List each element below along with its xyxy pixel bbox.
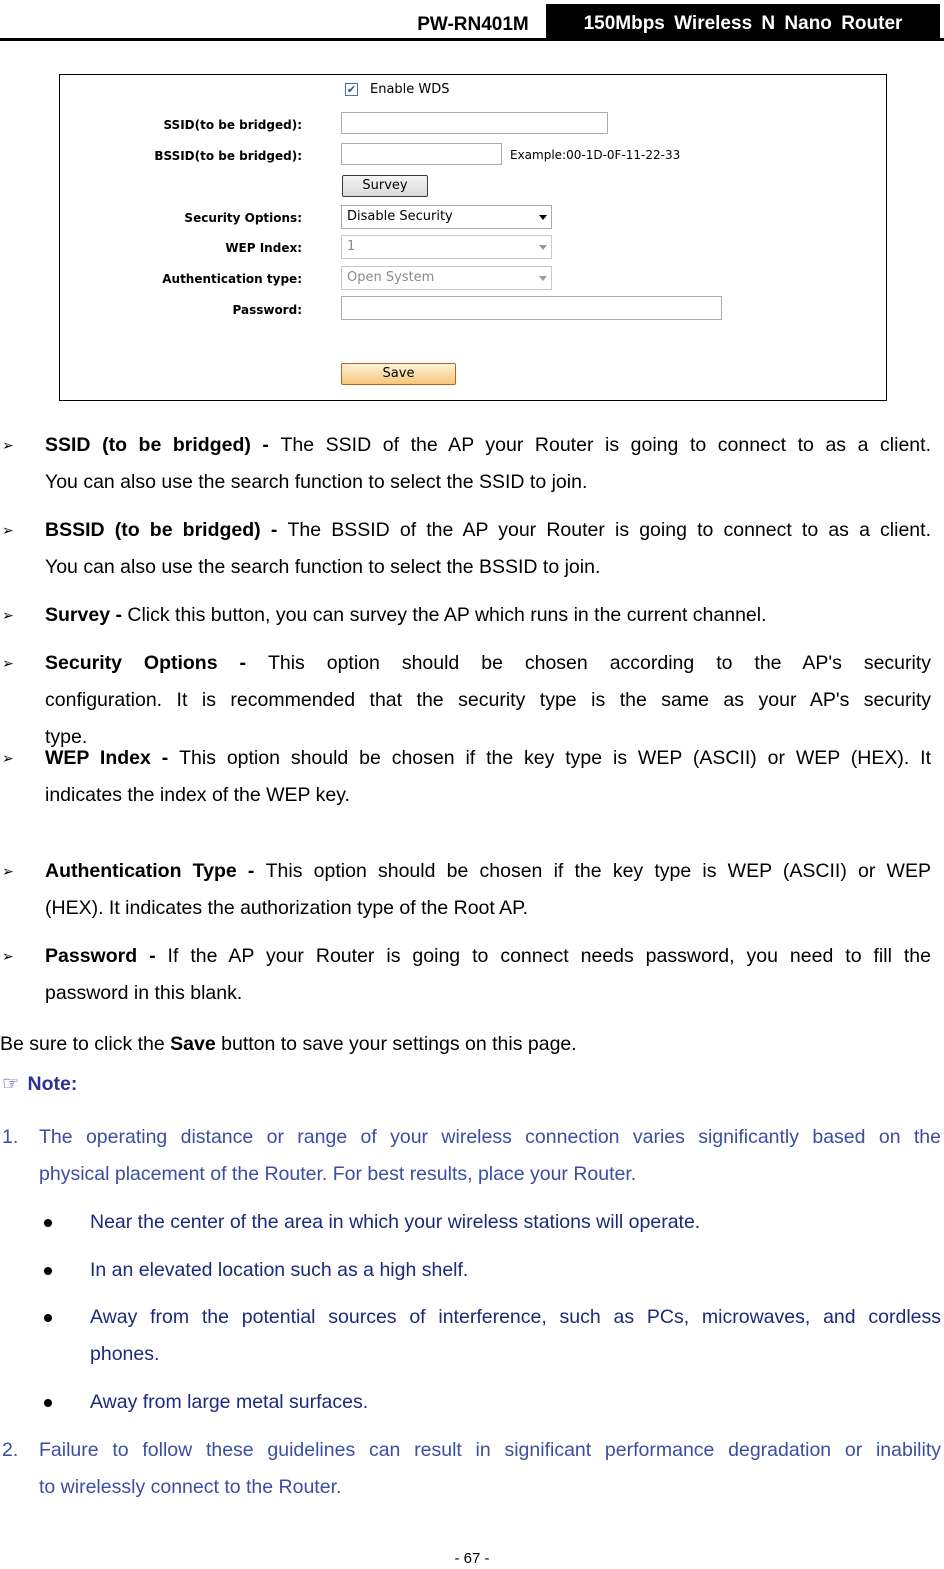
item-term: WEP Index - [45,747,180,769]
arrow-bullet-icon: ➢ [2,750,14,766]
wep-index-label: WEP Index: [225,241,302,255]
pointing-hand-icon: ☞ [2,1073,20,1095]
arrow-bullet-icon: ➢ [2,437,14,453]
bullet-dot-icon [44,1267,52,1275]
item-term: BSSID (to be bridged) - [45,519,288,541]
authentication-type-select[interactable] [341,266,552,290]
ssid-input[interactable] [341,112,608,134]
enable-wds-label: Enable WDS [370,82,450,97]
security-options-label: Security Options: [184,211,302,225]
arrow-bullet-icon: ➢ [2,607,14,623]
dropdown-arrow-icon [539,276,547,281]
ssid-label: SSID(to be bridged): [163,118,302,132]
item-term: Password - [45,945,168,967]
item-term: Authentication Type - [45,860,266,882]
save-button[interactable]: Save [341,363,456,385]
arrow-bullet-icon: ➢ [2,522,14,538]
bssid-input[interactable] [341,143,502,165]
security-options-value: Disable Security [347,209,453,224]
enable-wds-checkbox[interactable]: ✔ [346,83,357,96]
authentication-type-value: Open System [347,270,435,285]
dropdown-arrow-icon [539,245,547,250]
password-input[interactable] [341,296,722,320]
arrow-bullet-icon: ➢ [2,655,14,671]
save-instruction: Be sure to click the Save button to save your settings on this page. [0,1033,577,1055]
authentication-type-label: Authentication type: [162,272,302,286]
bssid-label: BSSID(to be bridged): [154,149,302,163]
wds-settings-screenshot [59,74,887,401]
arrow-bullet-icon: ➢ [2,863,14,879]
document-model: PW-RN401M [417,14,529,35]
item-term: SSID (to be bridged) - [45,434,281,456]
bullet-dot-icon [44,1314,52,1322]
arrow-bullet-icon: ➢ [2,948,14,964]
password-label: Password: [232,303,302,317]
page-number: - 67 - [454,1550,490,1567]
item-term: Survey - [45,604,128,626]
item-term: Security Options - [45,652,268,674]
bssid-example: Example:00-1D-0F-11-22-33 [510,148,681,162]
security-options-select[interactable] [341,205,552,229]
survey-button[interactable]: Survey [342,175,428,197]
wep-index-value: 1 [347,239,356,254]
dropdown-arrow-icon [539,215,547,220]
note-heading: ☞ Note: [2,1073,78,1095]
document-title: 150Mbps Wireless N Nano Router [546,4,940,39]
bullet-dot-icon [44,1399,52,1407]
bullet-dot-icon [44,1219,52,1227]
wep-index-select[interactable] [341,235,552,259]
header-rule [0,38,944,41]
